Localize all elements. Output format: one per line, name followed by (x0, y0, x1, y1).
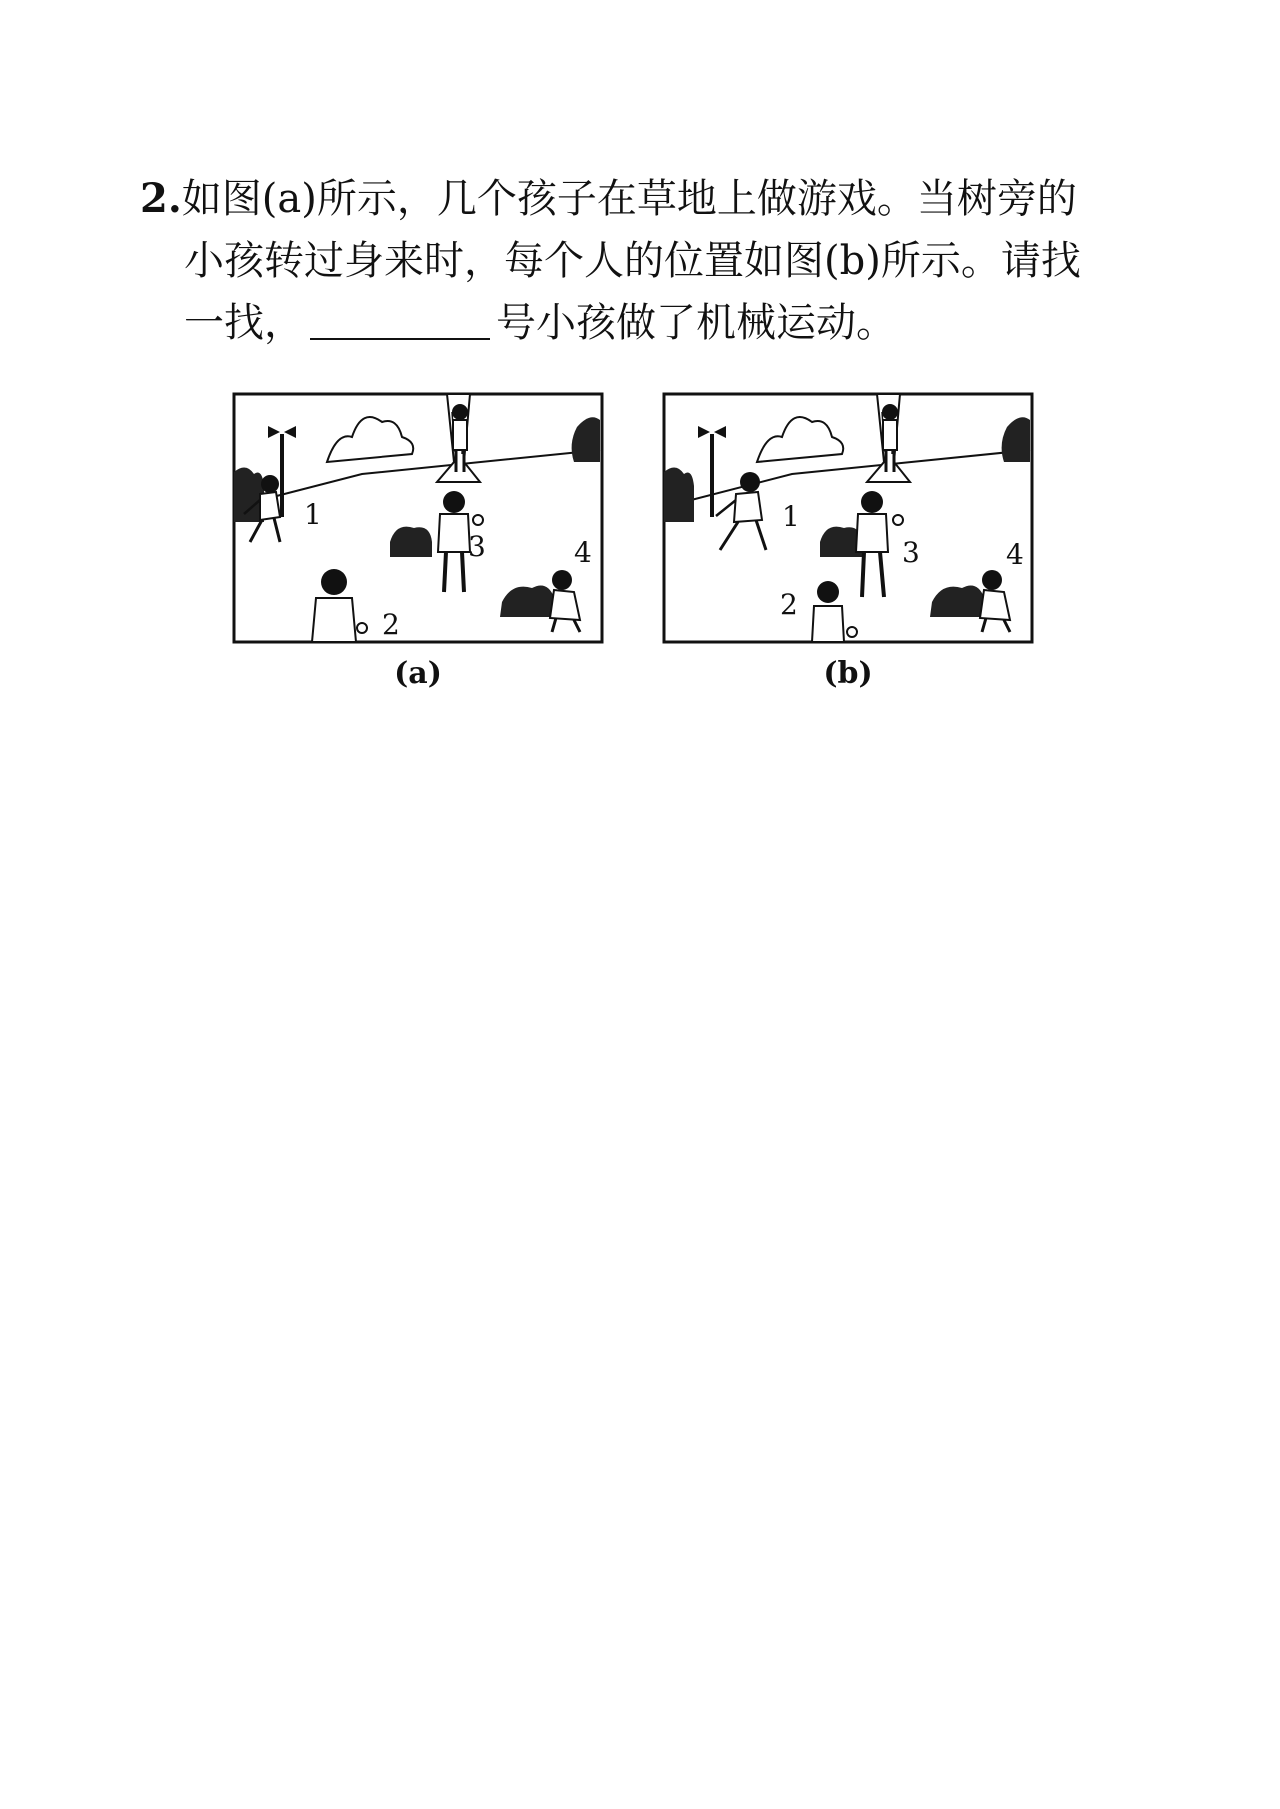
figure-a-illustration (232, 392, 604, 644)
figure-a (232, 392, 604, 691)
question-line-3 (140, 292, 1140, 354)
question-line-3-end: 号小孩做了机械运动。 (496, 300, 896, 346)
label-4: 4 (1006, 538, 1024, 571)
answer-blank[interactable] (310, 302, 490, 340)
figure-a-caption: (a) (394, 656, 442, 691)
question-line-3-start: 一找， (184, 300, 304, 346)
bush-left (664, 467, 694, 522)
question-line-2: 小孩转过身来时，每个人的位置如图(b)所示。请找 (184, 238, 1081, 284)
figure-b-illustration (662, 392, 1034, 644)
label-4: 4 (574, 536, 592, 569)
bush-middle (390, 527, 432, 557)
label-3: 3 (902, 536, 920, 569)
label-3: 3 (468, 530, 486, 563)
question-text (140, 168, 1140, 354)
label-1: 1 (304, 498, 322, 531)
question-line-1-text: 如图(a)所示，几个孩子在草地上做游戏。当树旁的 (181, 176, 1077, 222)
question-line-1 (140, 168, 1140, 230)
label-2: 2 (780, 588, 798, 621)
figure-b-caption: (b) (823, 656, 873, 691)
label-2: 2 (382, 608, 400, 641)
label-1: 1 (782, 500, 800, 533)
question-number: 2. (140, 175, 182, 222)
figure-b (662, 392, 1034, 691)
